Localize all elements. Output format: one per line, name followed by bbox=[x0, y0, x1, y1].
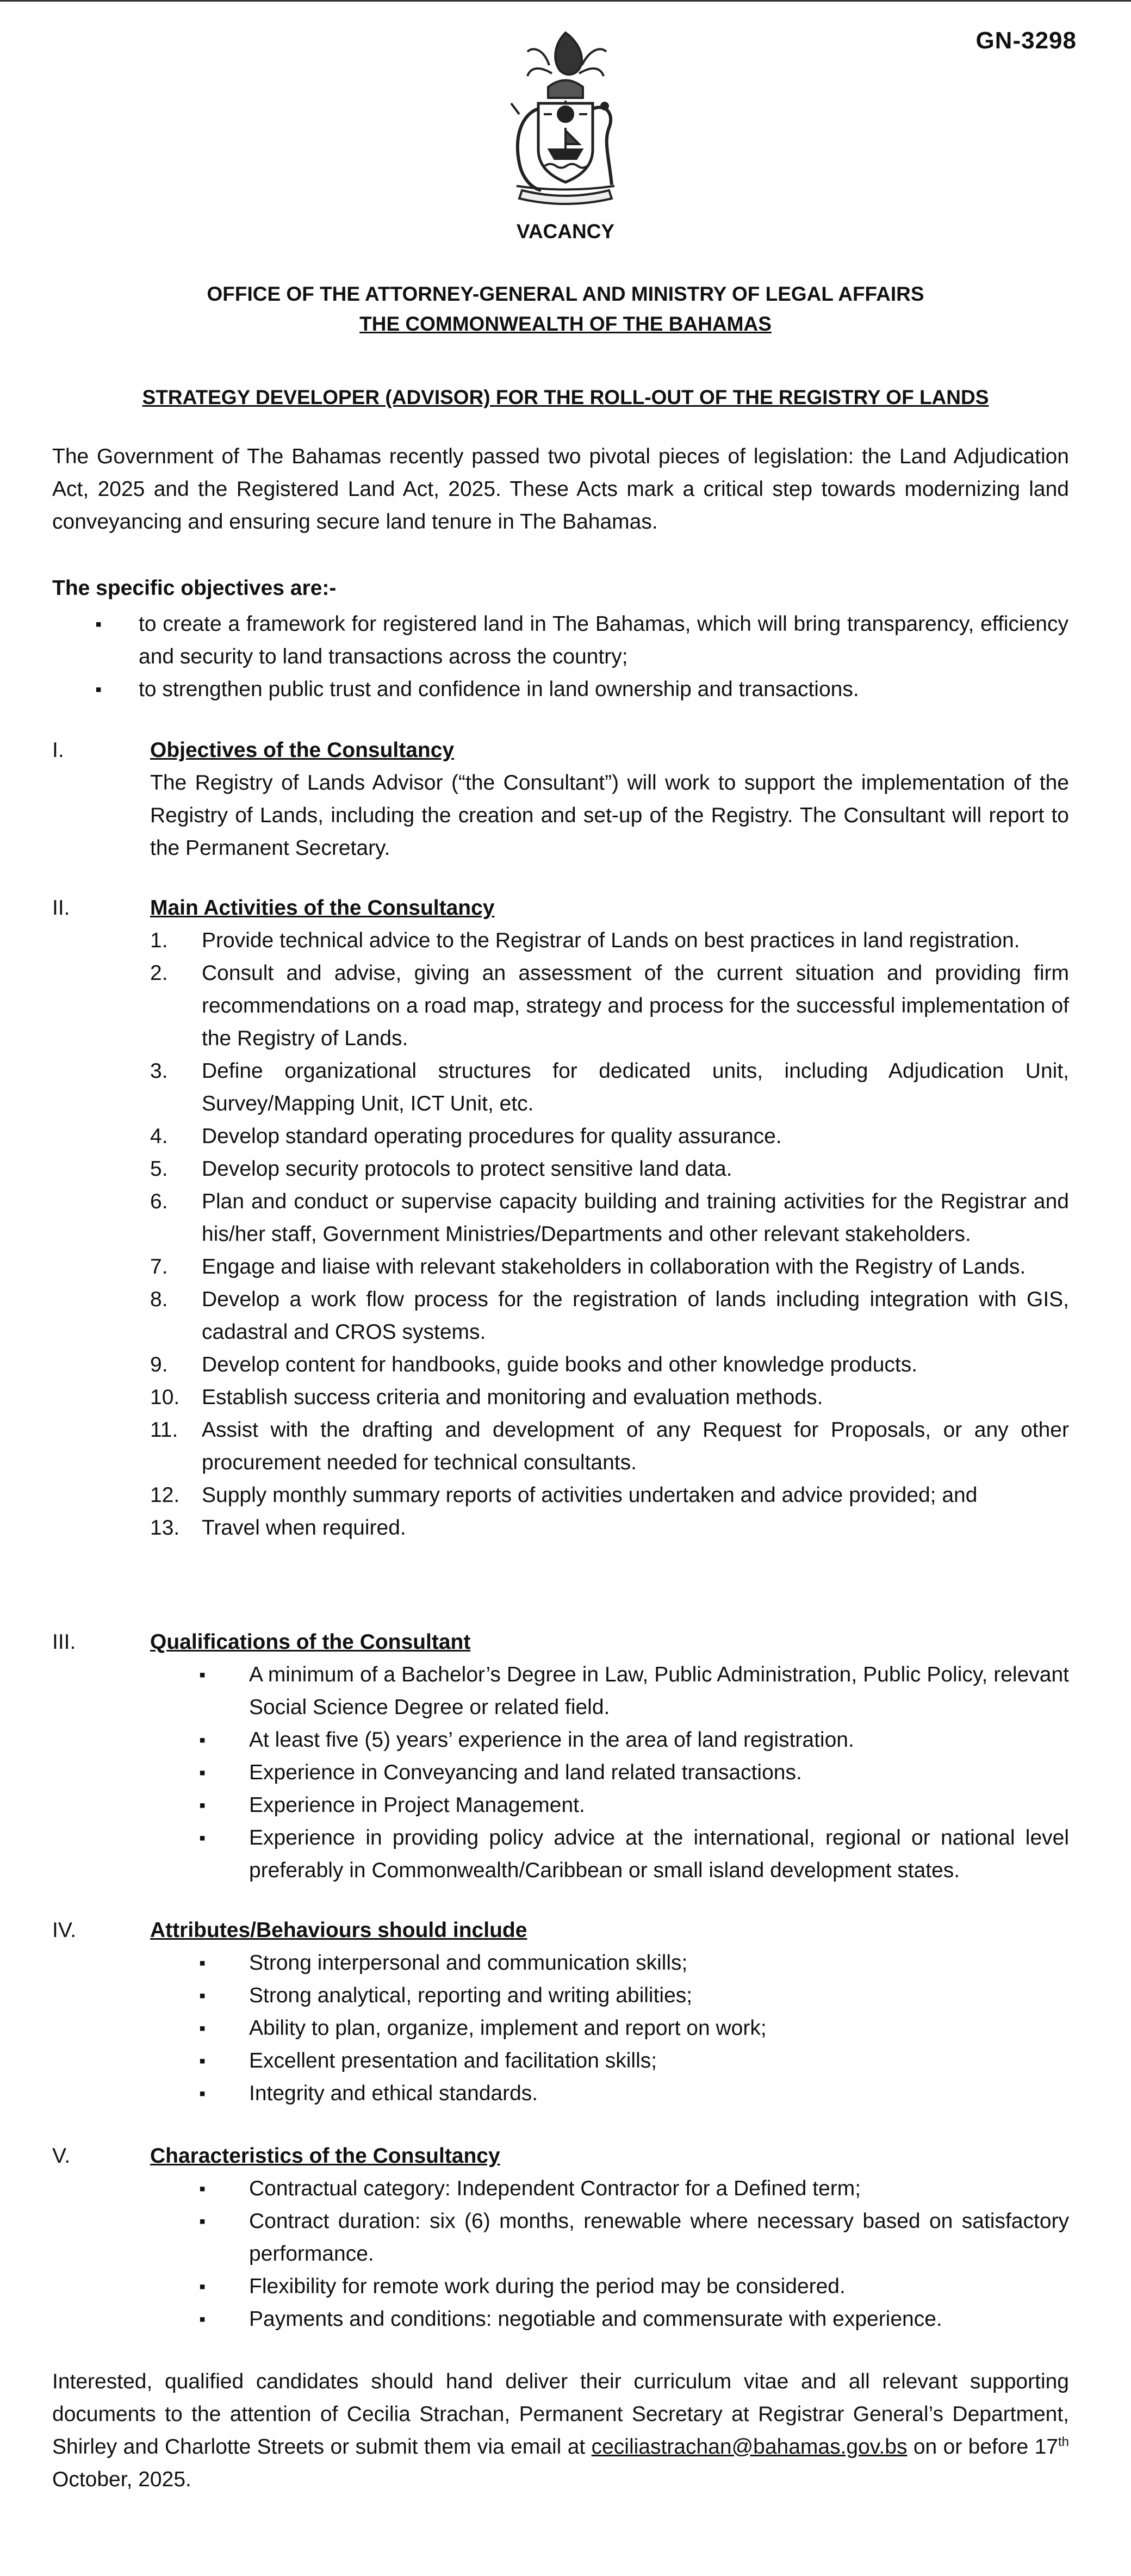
list-item: ▪ Flexibility for remote work during the period may be considered. bbox=[199, 2270, 1069, 2303]
list-item: 10. Establish success criteria and monitoring and evaluation methods. bbox=[150, 1386, 823, 1409]
list-item: 9. Develop content for handbooks, guide books and other knowledge products. bbox=[150, 1353, 918, 1376]
list-item: 4. Develop standard operating procedures for quality assurance. bbox=[150, 1125, 782, 1148]
section-numeral: I. bbox=[52, 738, 64, 762]
list-item: 8. Develop a work flow process for the registration of lands including integration with GIS, cadastral and CROS systems. bbox=[150, 1288, 1069, 1344]
intro-paragraph: The Government of The Bahamas recently passed two pivotal pieces of legislation: the Land Adjudication Act, 2025 and the Registered Land Act, 2025. These Acts mark a critical step towards modernizing land conveyancing and ensuring secure land tenure in The Bahamas. bbox=[52, 445, 1069, 533]
list-item: 12. Supply monthly summary reports of activities undertaken and advice provided; and bbox=[150, 1483, 978, 1507]
list-item: ▪ Contractual category: Independent Contractor for a Defined term; bbox=[199, 2172, 1069, 2205]
list-item: ▪ Strong interpersonal and communication skills; bbox=[199, 1947, 1069, 1979]
specific-objectives-list bbox=[95, 608, 1068, 706]
country-heading: THE COMMONWEALTH OF THE BAHAMAS bbox=[359, 313, 772, 335]
list-item: 6. Plan and conduct or supervise capacity building and training activities for the Registrar and his/her staff, Government Ministries/Departments and other relevant stakeholders. bbox=[150, 1190, 1069, 1246]
list-item: 5. Develop security protocols to protect sensitive land data. bbox=[150, 1157, 732, 1181]
activities-list bbox=[150, 924, 1069, 1544]
list-item: ▪ Experience in Conveyancing and land related transactions. bbox=[199, 1756, 1069, 1789]
list-item: 11. Assist with the drafting and development of any Request for Proposals, or any other procurement needed for technical consultants. bbox=[150, 1418, 1069, 1474]
list-item: ▪ to strengthen public trust and confidence in land ownership and transactions. bbox=[95, 673, 1068, 706]
list-item: ▪ Integrity and ethical standards. bbox=[199, 2077, 1069, 2110]
list-item: 13. Travel when required. bbox=[150, 1516, 406, 1540]
specific-objectives-heading: The specific objectives are:- bbox=[52, 576, 337, 600]
list-item: 3. Define organizational structures for dedicated units, including Adjudication Unit, Survey/Mapping Unit, ICT Unit, etc. bbox=[150, 1059, 1069, 1115]
list-item: ▪ Excellent presentation and facilitation skills; bbox=[199, 2045, 1069, 2077]
top-border-line bbox=[0, 0, 1131, 2]
section-title: Attributes/Behaviours should include bbox=[150, 1919, 527, 1942]
section-body: The Registry of Lands Advisor (“the Consultant”) will work to support the implementation of the Registry of Lands, including the creation and set-up of the Registry. The Consultant will report to the Permanent Secretary. bbox=[150, 771, 1069, 860]
closing-paragraph: Interested, qualified candidates should hand deliver their curriculum vitae and all relevant supporting documents to the attention of Cecilia Strachan, Permanent Secretary at Registrar General’s Department, Shirley and Charlotte Streets or submit them via email at ceciliastrachan@bahamas.gov.bs on or before 17th October, 2025. bbox=[52, 2370, 1069, 2491]
contact-email-link[interactable]: ceciliastrachan@bahamas.gov.bs bbox=[591, 2435, 908, 2459]
section-numeral: IV. bbox=[52, 1919, 77, 1942]
list-item: ▪ Payments and conditions: negotiable and commensurate with experience. bbox=[199, 2303, 1069, 2336]
section-numeral: III. bbox=[52, 1630, 76, 1654]
list-item: ▪ Experience in Project Management. bbox=[199, 1789, 1069, 1822]
office-heading: OFFICE OF THE ATTORNEY-GENERAL AND MINISTRY OF LEGAL AFFAIRS bbox=[207, 283, 924, 305]
gazette-number: GN-3298 bbox=[975, 27, 1077, 54]
list-item: ▪ Experience in providing policy advice at the international, regional or national level preferably in Commonwealth/Caribbean or small island development states. bbox=[199, 1822, 1069, 1887]
list-item: ▪ A minimum of a Bachelor’s Degree in Law, Public Administration, Public Policy, relevant Social Science Degree or related field. bbox=[199, 1659, 1069, 1724]
section-numeral: V. bbox=[52, 2144, 71, 2168]
attributes-list bbox=[199, 1947, 1069, 2110]
characteristics-list bbox=[199, 2172, 1069, 2336]
position-title: STRATEGY DEVELOPER (ADVISOR) FOR THE ROLL-OUT OF THE REGISTRY OF LANDS bbox=[142, 386, 989, 408]
section-title: Main Activities of the Consultancy bbox=[150, 896, 495, 920]
list-item: ▪ to create a framework for registered land in The Bahamas, which will bring transparency, efficiency and security to land transactions across the country; bbox=[95, 608, 1068, 673]
list-item: ▪ At least five (5) years’ experience in the area of land registration. bbox=[199, 1724, 1069, 1756]
list-item: ▪ Strong analytical, reporting and writing abilities; bbox=[199, 1979, 1069, 2012]
qualifications-list bbox=[199, 1659, 1069, 1887]
vacancy-heading: VACANCY bbox=[516, 220, 615, 243]
bahamas-coat-of-arms-icon bbox=[500, 27, 631, 207]
list-item: ▪ Contract duration: six (6) months, renewable where necessary based on satisfactory performance. bbox=[199, 2205, 1069, 2270]
list-item: 2. Consult and advise, giving an assessment of the current situation and providing firm recommendations on a road map, strategy and process for the successful implementation of the Registry of Lands. bbox=[150, 961, 1069, 1050]
deadline-date: 17th October, 2025. bbox=[52, 2435, 1069, 2491]
section-numeral: II. bbox=[52, 896, 70, 920]
list-item: 7. Engage and liaise with relevant stakeholders in collaboration with the Registry of Lands. bbox=[150, 1255, 1026, 1278]
section-title: Qualifications of the Consultant bbox=[150, 1630, 471, 1654]
list-item: 1. Provide technical advice to the Registrar of Lands on best practices in land registration. bbox=[150, 929, 1020, 952]
list-item: ▪ Ability to plan, organize, implement and report on work; bbox=[199, 2012, 1069, 2045]
section-title: Characteristics of the Consultancy bbox=[150, 2144, 500, 2168]
section-title: Objectives of the Consultancy bbox=[150, 738, 455, 762]
